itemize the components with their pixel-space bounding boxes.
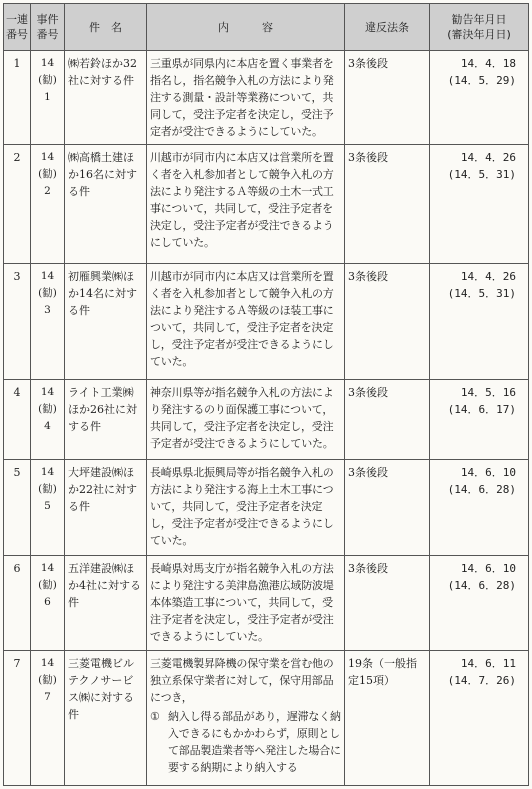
row-name: 初雁興業㈱ほか14名に対する件 — [65, 264, 147, 380]
row-law: 3条後段 — [345, 51, 430, 145]
circled-number-marker: ① — [150, 710, 160, 723]
row-law: 3条後段 — [345, 380, 430, 460]
row-seq: 3 — [4, 264, 31, 380]
row-date: 14．4．26 (14．5．31) — [430, 264, 529, 380]
row-case-no: 14 (勧) 4 — [31, 380, 65, 460]
content-sub-item — [150, 708, 341, 776]
row-name: ライト工業㈱ほか26社に対する件 — [65, 380, 147, 460]
row-date: 14．6．10 (14．6．28) — [430, 460, 529, 556]
table-row — [4, 145, 529, 264]
header-content: 内 容 — [147, 4, 345, 51]
header-name: 件 名 — [65, 4, 147, 51]
table-row — [4, 556, 529, 651]
row-law: 3条後段 — [345, 556, 430, 651]
header-law: 違反法条 — [345, 4, 430, 51]
row-date: 14．6．11 (14．7．26) — [430, 651, 529, 786]
row-content-text: 三菱電機製昇降機の保守業を営む他の独立系保守業者に対して，保守用部品につき， — [150, 657, 334, 704]
row-name: ㈱若鈴ほか32社に対する件 — [65, 51, 147, 145]
row-case-no: 14 (勧) 2 — [31, 145, 65, 264]
row-seq: 4 — [4, 380, 31, 460]
cases-table — [3, 3, 529, 786]
row-name: 五洋建設㈱ほか4社に対する件 — [65, 556, 147, 651]
content-sub-text: 納入し得る部品があり，遅滞なく納入できるにもかかわらず，原則として部品製造業者等へ発注した場合に要する納期により納入する — [168, 710, 341, 774]
table-row — [4, 651, 529, 786]
row-seq: 6 — [4, 556, 31, 651]
table-row — [4, 460, 529, 556]
table-row — [4, 51, 529, 145]
header-seq: 一連 番号 — [4, 4, 31, 51]
row-law: 3条後段 — [345, 264, 430, 380]
table-row — [4, 264, 529, 380]
row-content: 神奈川県等が指名競争入札の方法により発注するのり面保護工事について，共同して，受注予定者を決定し，受注予定者が受注できるようにしていた。 — [147, 380, 345, 460]
row-seq: 2 — [4, 145, 31, 264]
row-law: 3条後段 — [345, 145, 430, 264]
row-name: 大坪建設㈱ほか22社に対する件 — [65, 460, 147, 556]
row-case-no: 14 (勧) 1 — [31, 51, 65, 145]
row-content: 三重県が同県内に本店を置く事業者を指名し，指名競争入札の方法により発注する測量・設計等業務について，共同して，受注予定者を決定し，受注予定者が受注できるようにしていた。 — [147, 51, 345, 145]
row-seq: 5 — [4, 460, 31, 556]
row-content: 長崎県県北振興局等が指名競争入札の方法により発注する海上土木工事について，共同して，受注予定者を決定し，受注予定者が受注できるようにしていた。 — [147, 460, 345, 556]
table-row — [4, 380, 529, 460]
row-date: 14．6．10 (14．6．28) — [430, 556, 529, 651]
row-date: 14．4．18 (14．5．29) — [430, 51, 529, 145]
row-law: 19条（一般指定15項） — [345, 651, 430, 786]
row-name: 三菱電機ビルテクノサービス㈱に対する件 — [65, 651, 147, 786]
row-date: 14．5．16 (14．6．17) — [430, 380, 529, 460]
row-seq: 7 — [4, 651, 31, 786]
row-content — [147, 651, 345, 786]
row-case-no: 14 (勧) 6 — [31, 556, 65, 651]
row-seq: 1 — [4, 51, 31, 145]
header-row — [4, 4, 529, 51]
row-content: 長崎県対馬支庁が指名競争入札の方法により発注する美津島漁港広域防波堤本体築造工事について，共同して，受注予定者を決定し，受注予定者が受注できるようにしていた。 — [147, 556, 345, 651]
row-content: 川越市が同市内に本店又は営業所を置く者を入札参加者として競争入札の方法により発注するＡ等級の土木一式工事について，共同して，受注予定者を決定し，受注予定者が受注できるようにしていた。 — [147, 145, 345, 264]
row-law: 3条後段 — [345, 460, 430, 556]
row-name: ㈱高橋土建ほか16名に対する件 — [65, 145, 147, 264]
row-case-no: 14 (勧) 7 — [31, 651, 65, 786]
row-case-no: 14 (勧) 3 — [31, 264, 65, 380]
row-case-no: 14 (勧) 5 — [31, 460, 65, 556]
header-date: 勧告年月日 (審決年月日) — [430, 4, 529, 51]
row-date: 14．4．26 (14．5．31) — [430, 145, 529, 264]
header-case-no: 事件 番号 — [31, 4, 65, 51]
row-content: 川越市が同市内に本店又は営業所を置く者を入札参加者として競争入札の方法により発注するＡ等級のほ装工事について，共同して，受注予定者を決定し，受注予定者が受注できるようにしていた。 — [147, 264, 345, 380]
